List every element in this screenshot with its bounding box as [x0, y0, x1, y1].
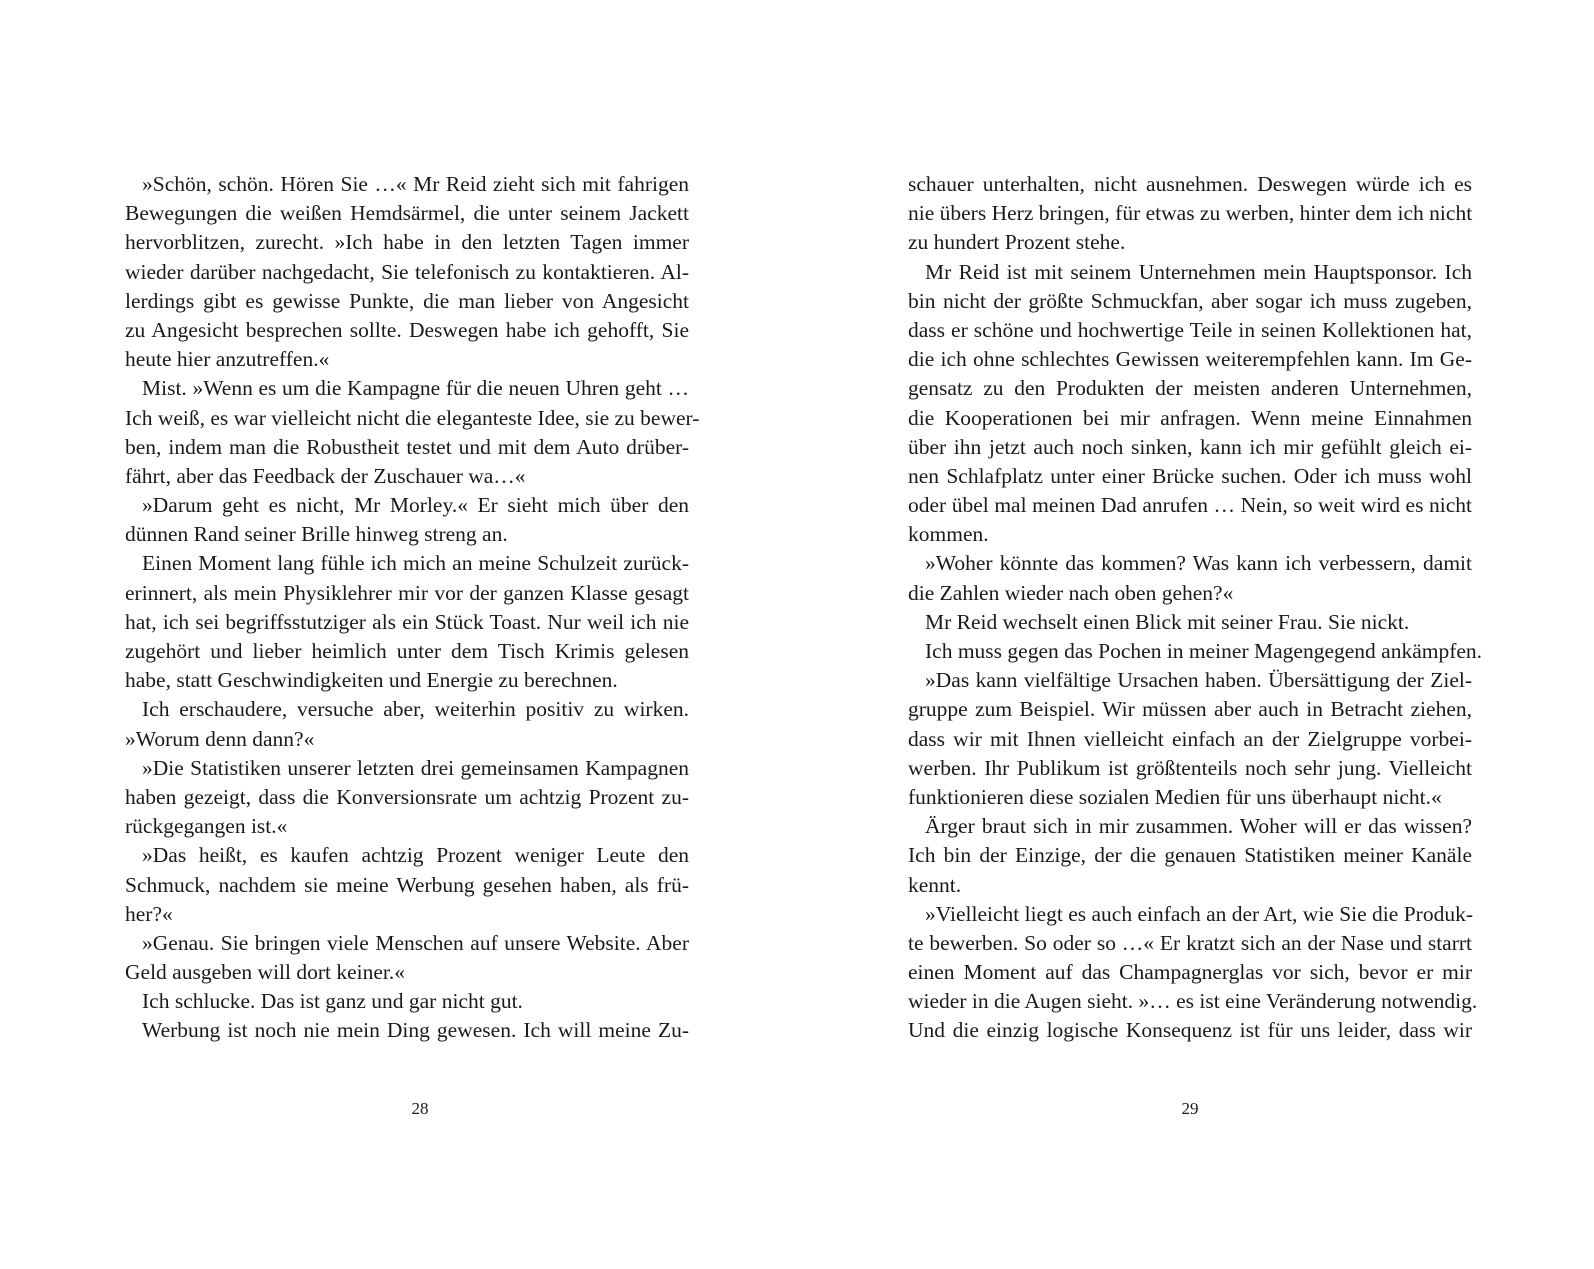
text-line: her?« [125, 901, 173, 926]
right-page-number: 29 [1181, 1099, 1199, 1118]
left-page-text [125, 170, 700, 1046]
text-line: heute hier anzutreffen.« [125, 347, 330, 372]
text-line: oder übel mal meinen Dad anrufen … Nein, so weit wird es nicht [908, 493, 1472, 518]
text-line: dünnen Rand seiner Brille hinweg streng an. [125, 522, 508, 547]
text-line: die Zahlen wieder nach oben gehen?« [908, 580, 1234, 605]
text-line: »Genau. Sie bringen viele Menschen auf unsere Website. Aber [142, 930, 689, 955]
text-line: te bewerben. So oder so …« Er kratzt sich an der Nase und starrt [908, 930, 1472, 955]
text-line: Mr Reid wechselt einen Blick mit seiner Frau. Sie nickt. [925, 609, 1410, 634]
text-line: habe, statt Geschwindigkeiten und Energie zu berechnen. [125, 668, 618, 693]
left-page-number: 28 [411, 1099, 429, 1118]
text-line: Einen Moment lang fühle ich mich an meine Schulzeit zurück- [142, 551, 689, 576]
text-line: nie übers Herz bringen, für etwas zu werben, hinter dem ich nicht [908, 201, 1473, 226]
text-line: kennt. [908, 872, 962, 897]
text-line: kommen. [908, 522, 989, 547]
text-line: Ich schlucke. Das ist ganz und gar nicht gut. [142, 989, 523, 1014]
text-line: einen Moment auf das Champagnerglas vor sich, bevor er mir [908, 960, 1472, 985]
text-line: hervorblitzen, zurecht. »Ich habe in den letzten Tagen immer [125, 230, 689, 255]
text-line: »Woher könnte das kommen? Was kann ich verbessern, damit [925, 551, 1472, 576]
text-line: schauer unterhalten, nicht ausnehmen. Deswegen würde ich es [908, 172, 1472, 196]
text-line: zu hundert Prozent stehe. [908, 230, 1126, 255]
text-line: haben gezeigt, dass die Konversionsrate um achtzig Prozent zu- [125, 784, 689, 809]
text-line: dass wir mit Ihnen vielleicht einfach an der Zielgruppe vorbei- [908, 726, 1472, 751]
text-line: »Darum geht es nicht, Mr Morley.« Er sieht mich über den [142, 493, 689, 518]
text-line: ben, indem man die Robustheit testet und mit dem Auto drüber- [125, 434, 689, 459]
text-line: »Das heißt, es kaufen achtzig Prozent weniger Leute den [142, 843, 689, 868]
right-page-text [908, 170, 1483, 1046]
text-line: über ihn jetzt auch noch sinken, kann ich mir gefühlt gleich ei- [908, 434, 1472, 459]
right-page [797, 0, 1594, 1269]
text-line: zu Angesicht besprechen sollte. Deswegen habe ich gehofft, Sie [125, 317, 689, 342]
text-line: bin nicht der größte Schmuckfan, aber sogar ich muss zugeben, [908, 288, 1472, 313]
text-line: »Vielleicht liegt es auch einfach an der Art, wie Sie die Produk- [925, 901, 1473, 926]
text-line: erinnert, als mein Physiklehrer mir vor der ganzen Klasse gesagt [125, 580, 689, 605]
text-line: »Das kann vielfältige Ursachen haben. Übersättigung der Ziel- [925, 668, 1472, 693]
text-line: nen Schlafplatz unter einer Brücke suchen. Oder ich muss wohl [908, 463, 1472, 488]
text-line: Ich weiß, es war vielleicht nicht die eleganteste Idee, sie zu bewer- [125, 405, 700, 430]
text-line: Mist. »Wenn es um die Kampagne für die neuen Uhren geht … [142, 376, 689, 401]
text-line: die ich ohne schlechtes Gewissen weiterempfehlen kann. Im Ge- [908, 347, 1472, 372]
text-line: Schmuck, nachdem sie meine Werbung gesehen haben, als frü- [125, 872, 689, 897]
text-line: werben. Ihr Publikum ist größtenteils noch sehr jung. Vielleicht [908, 755, 1472, 780]
text-line: gensatz zu den Produkten der meisten anderen Unternehmen, [908, 376, 1472, 401]
text-line: rückgegangen ist.« [125, 814, 288, 839]
text-line: hat, ich sei begriffsstutziger als ein Stück Toast. Nur weil ich nie [125, 609, 689, 634]
text-line: »Schön, schön. Hören Sie …« Mr Reid zieht sich mit fahrigen [142, 172, 689, 196]
text-line: Ärger braut sich in mir zusammen. Woher will er das wissen? [925, 814, 1472, 839]
text-line: Bewegungen die weißen Hemdsärmel, die unter seinem Jackett [125, 201, 689, 226]
text-line: lerdings gibt es gewisse Punkte, die man lieber von Angesicht [125, 288, 689, 313]
text-line: wieder in die Augen sieht. »… es ist eine Veränderung notwendig. [908, 989, 1478, 1014]
text-line: »Worum denn dann?« [125, 726, 315, 751]
text-line: Werbung ist noch nie mein Ding gewesen. Ich will meine Zu- [142, 1018, 689, 1043]
text-line: Und die einzig logische Konsequenz ist für uns leider, dass wir [908, 1018, 1472, 1043]
text-line: Mr Reid ist mit seinem Unternehmen mein Hauptsponsor. Ich [925, 259, 1472, 284]
text-line: Ich erschaudere, versuche aber, weiterhin positiv zu wirken. [142, 697, 689, 722]
text-line: Ich muss gegen das Pochen in meiner Magengegend ankämpfen. [925, 639, 1483, 663]
text-line: zugehört und lieber heimlich unter dem Tisch Krimis gelesen [125, 639, 689, 663]
text-line: die Kooperationen bei mir anfragen. Wenn meine Einnahmen [908, 405, 1472, 430]
text-line: funktionieren diese sozialen Medien für uns überhaupt nicht.« [908, 784, 1442, 809]
text-line: »Die Statistiken unserer letzten drei gemeinsamen Kampagnen [142, 755, 689, 780]
text-line: Geld ausgeben will dort keiner.« [125, 960, 406, 985]
text-line: Ich bin der Einzige, der die genauen Statistiken meiner Kanäle [908, 843, 1472, 868]
text-line: gruppe zum Beispiel. Wir müssen aber auch in Betracht ziehen, [908, 697, 1472, 722]
text-line: wieder darüber nachgedacht, Sie telefonisch zu kontaktieren. Al- [125, 259, 689, 284]
text-line: fährt, aber das Feedback der Zuschauer wa…« [125, 463, 526, 488]
text-line: dass er schöne und hochwertige Teile in seinen Kollektionen hat, [908, 317, 1472, 342]
